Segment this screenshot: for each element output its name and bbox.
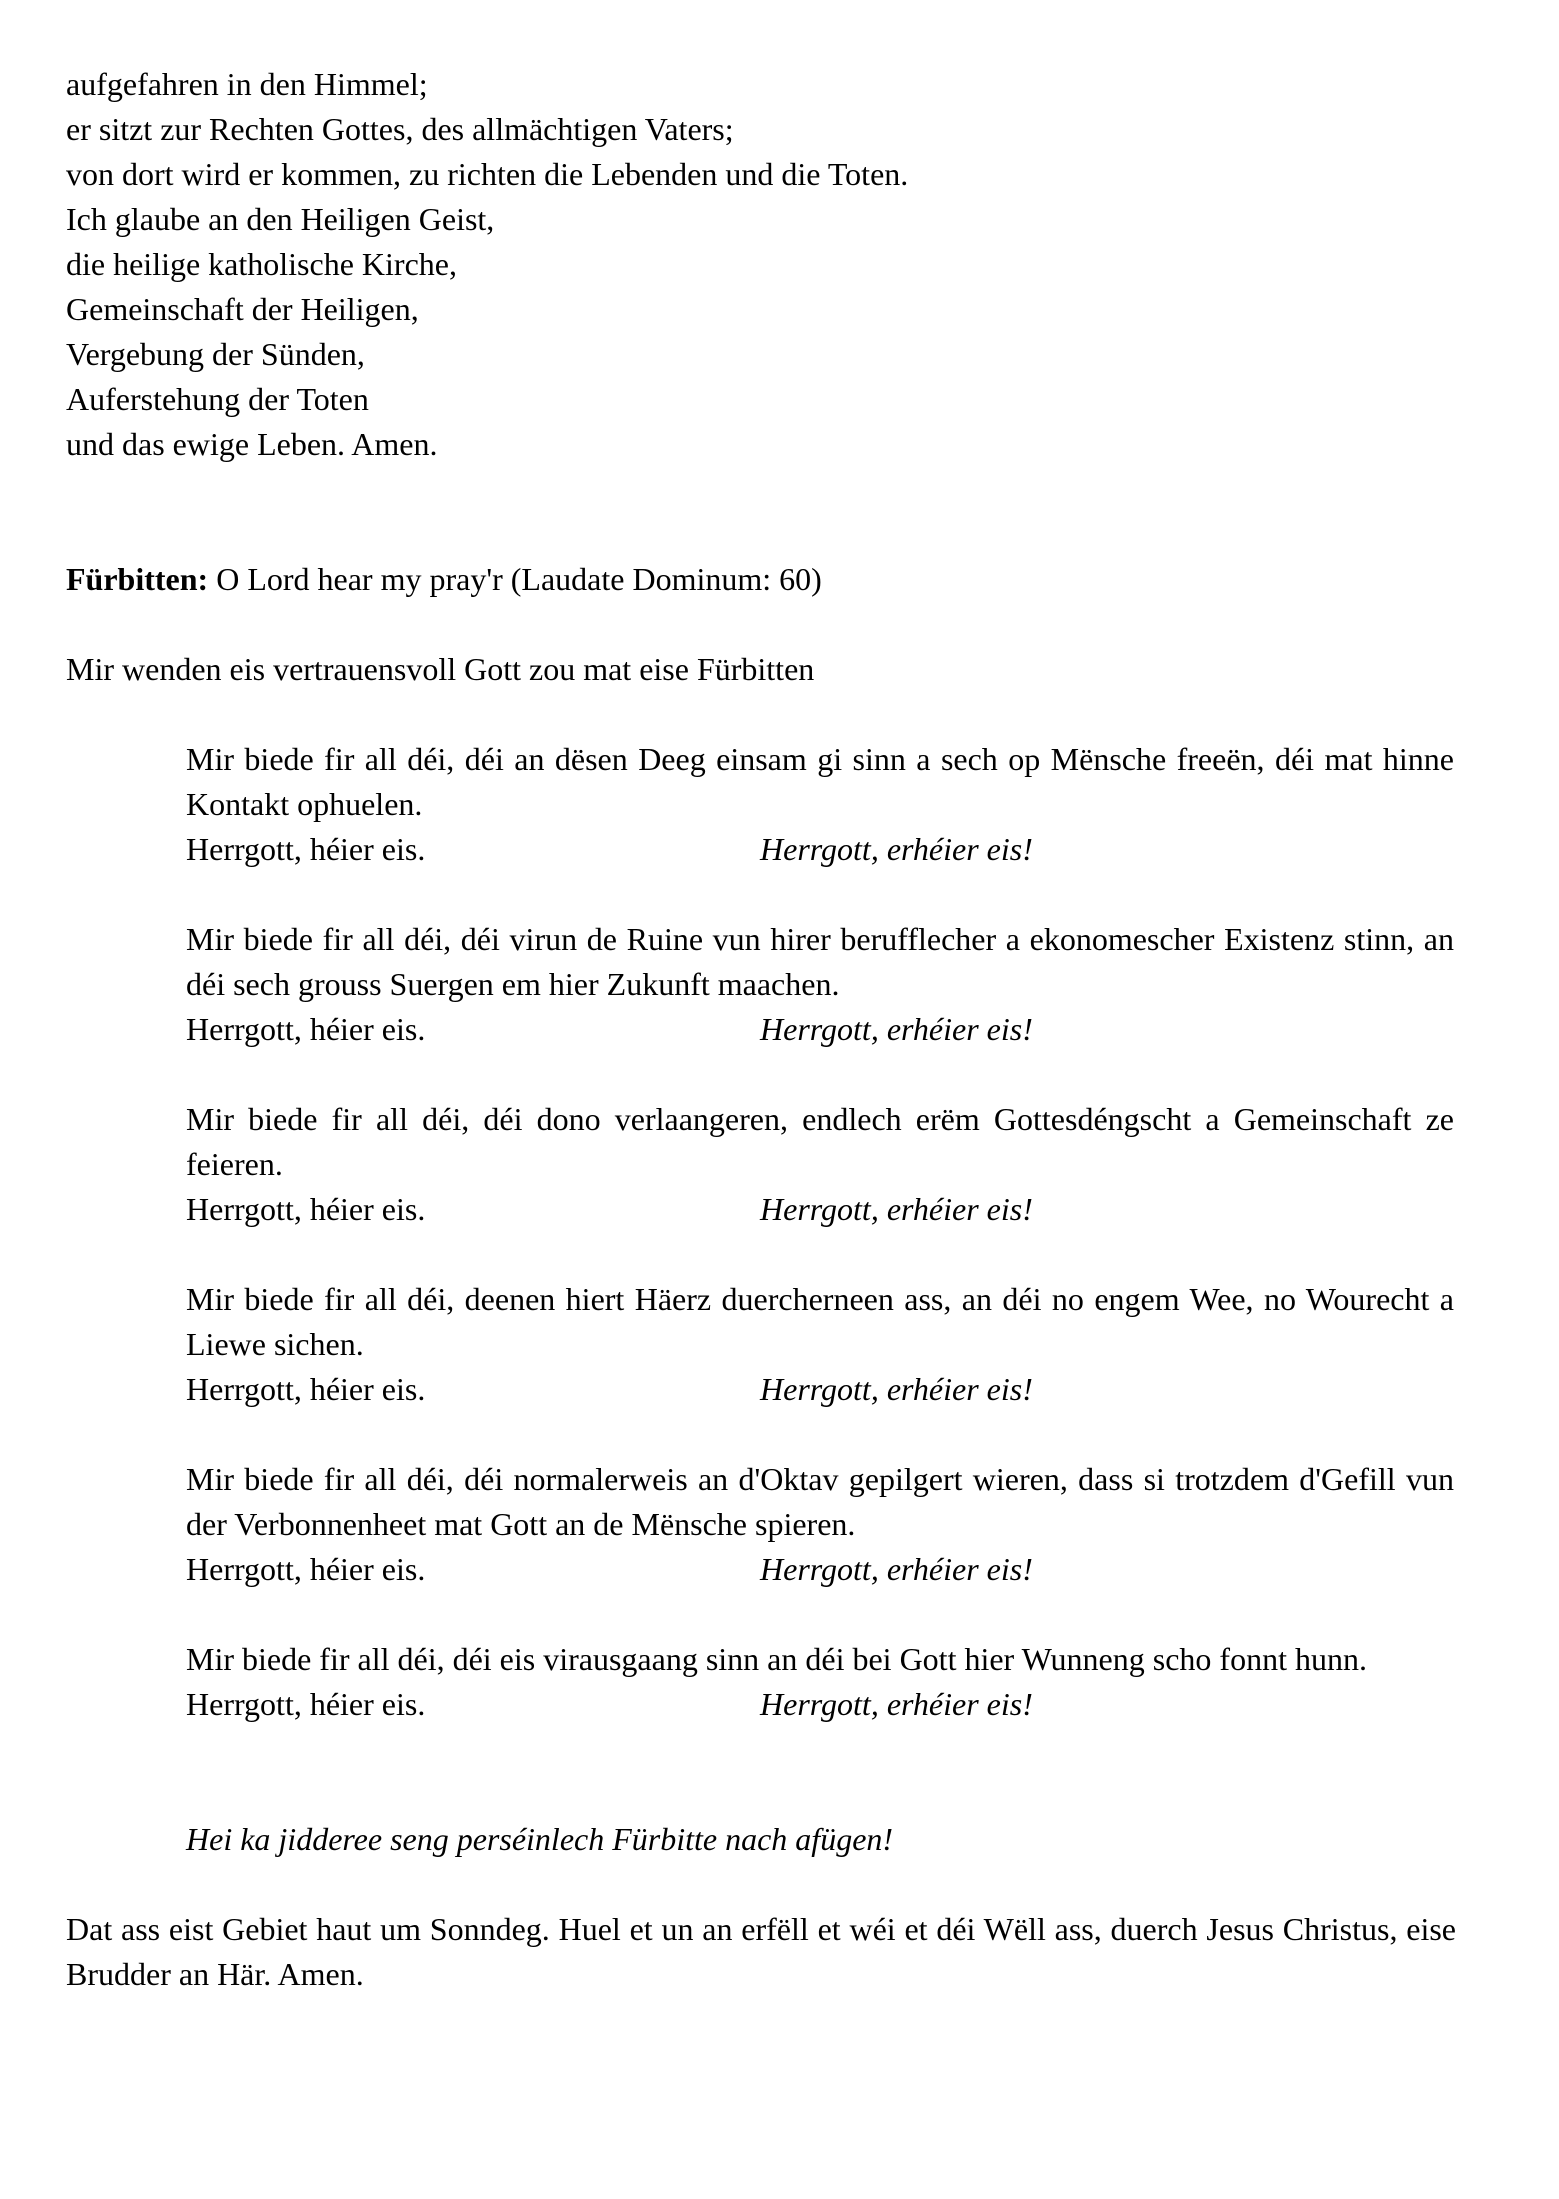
spacer <box>66 602 1456 647</box>
response-row <box>186 827 1454 872</box>
petition-item <box>186 1097 1454 1232</box>
document-page <box>66 62 1456 1997</box>
petition-response: Herrgott, erhéier eis! <box>760 1011 1033 1047</box>
creed-line: er sitzt zur Rechten Gottes, des allmächtigen Vaters; <box>66 111 734 147</box>
spacer <box>66 692 1456 737</box>
petition-call: Herrgott, héier eis. <box>186 1371 426 1407</box>
petition-text: Mir biede fir all déi, déi dono verlaangeren, endlech erëm Gottesdéngscht a Gemeinschaft ze feieren. <box>186 1101 1454 1182</box>
personal-intercession-note: Hei ka jidderee seng perséinlech Fürbitte nach afügen! <box>186 1821 894 1857</box>
petition-text: Mir biede fir all déi, déi eis virausgaang sinn an déi bei Gott hier Wunneng scho fonnt hunn. <box>186 1641 1367 1677</box>
creed-section <box>66 62 1456 467</box>
petition-item <box>186 917 1454 1052</box>
creed-line: die heilige katholische Kirche, <box>66 246 457 282</box>
creed-line: Auferstehung der Toten <box>66 381 369 417</box>
petition-response: Herrgott, erhéier eis! <box>760 1371 1033 1407</box>
response-row <box>186 1682 1454 1727</box>
response-row <box>186 1367 1454 1412</box>
spacer <box>66 467 1456 557</box>
petition-item <box>186 737 1454 872</box>
petition-response: Herrgott, erhéier eis! <box>760 831 1033 867</box>
spacer <box>66 1772 1456 1817</box>
creed-line: Gemeinschaft der Heiligen, <box>66 291 419 327</box>
creed-line: aufgefahren in den Himmel; <box>66 66 428 102</box>
petition-text: Mir biede fir all déi, deenen hiert Häerz duercherneen ass, an déi no engem Wee, no Wourecht a Liewe sichen. <box>186 1281 1454 1362</box>
petition-response: Herrgott, erhéier eis! <box>760 1191 1033 1227</box>
petition-response: Herrgott, erhéier eis! <box>760 1686 1033 1722</box>
petition-text: Mir biede fir all déi, déi virun de Ruine vun hirer berufflecher a ekonomescher Existenz stinn, an déi sech grouss Suergen em hier Zukunft maachen. <box>186 921 1454 1002</box>
response-row <box>186 1187 1454 1232</box>
creed-line: von dort wird er kommen, zu richten die Lebenden und die Toten. <box>66 156 909 192</box>
petition-item <box>186 1637 1454 1727</box>
petition-call: Herrgott, héier eis. <box>186 1686 426 1722</box>
petition-call: Herrgott, héier eis. <box>186 831 426 867</box>
intercessions-heading <box>66 557 1456 602</box>
petition-item <box>186 1277 1454 1412</box>
response-row <box>186 1007 1454 1052</box>
response-row <box>186 1547 1454 1592</box>
petition-text: Mir biede fir all déi, déi normalerweis an d'Oktav gepilgert wieren, dass si trotzdem d'Gefill vun der Verbonnenheet mat Gott an de Mënsche spieren. <box>186 1461 1454 1542</box>
heading-song: O Lord hear my pray'r (Laudate Dominum: 60) <box>208 561 822 597</box>
creed-line: und das ewige Leben. Amen. <box>66 426 438 462</box>
petitions-list <box>186 737 1454 1727</box>
petition-response: Herrgott, erhéier eis! <box>760 1551 1033 1587</box>
closing-prayer: Dat ass eist Gebiet haut um Sonndeg. Huel et un an erfëll et wéi et déi Wëll ass, duerch Jesus Christus, eise Brudder an Här. Amen. <box>66 1911 1456 1992</box>
creed-line: Vergebung der Sünden, <box>66 336 365 372</box>
petition-call: Herrgott, héier eis. <box>186 1191 426 1227</box>
spacer <box>66 1862 1456 1907</box>
intercessions-intro: Mir wenden eis vertrauensvoll Gott zou mat eise Fürbitten <box>66 651 815 687</box>
petition-call: Herrgott, héier eis. <box>186 1551 426 1587</box>
petition-item <box>186 1457 1454 1592</box>
petition-call: Herrgott, héier eis. <box>186 1011 426 1047</box>
heading-label: Fürbitten: <box>66 561 209 597</box>
creed-line: Ich glaube an den Heiligen Geist, <box>66 201 495 237</box>
petition-text: Mir biede fir all déi, déi an dësen Deeg einsam gi sinn a sech op Mënsche freeën, déi mat hinne Kontakt ophuelen. <box>186 741 1454 822</box>
